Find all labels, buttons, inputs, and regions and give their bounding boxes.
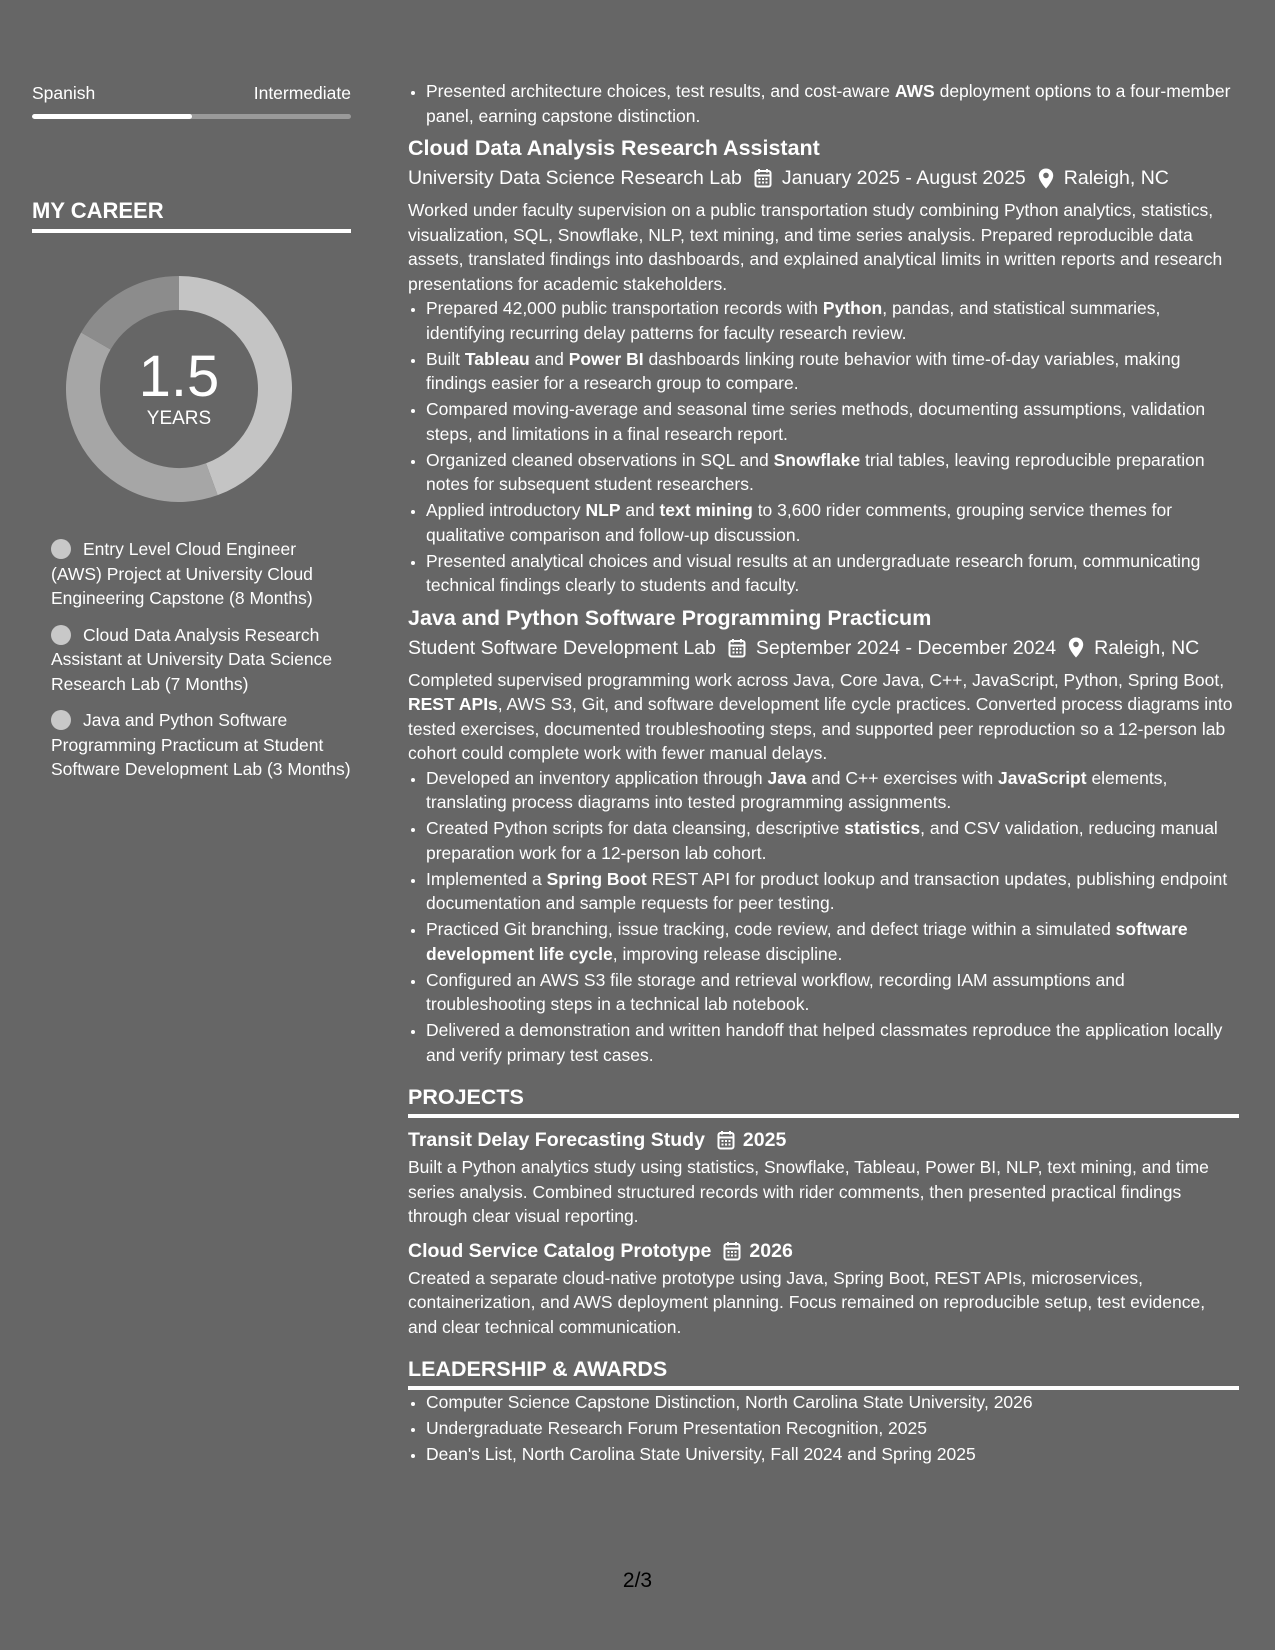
language-row bbox=[32, 80, 351, 106]
job-bullet: • Organized cleaned observations in SQL and Snowflake trial tables, leaving reproducible preparation notes for subsequent student researchers. bbox=[426, 448, 1239, 497]
bullet-text: Presented architecture choices, test results, and cost-aware bbox=[426, 81, 895, 101]
job-bullet: • Prepared 42,000 public transportation records with Python, pandas, and statistical summaries, identifying recurring delay patterns for faculty research review. bbox=[426, 296, 1239, 345]
job-bullet: • Presented analytical choices and visual results at an undergraduate research forum, communicating technical findings clearly to students and faculty. bbox=[426, 549, 1239, 598]
job-entry bbox=[408, 134, 1239, 598]
career-item-text: Java and Python Software Programming Practicum at Student Software Development Lab (3 Months) bbox=[51, 710, 351, 779]
job-meta bbox=[408, 164, 1239, 192]
job-bullet: • Built Tableau and Power BI dashboards linking route behavior with time-of-day variables, making findings easier for a research group to compare. bbox=[426, 347, 1239, 396]
job-bullet: • Practiced Git branching, issue tracking, code review, and defect triage within a simulated software development life cycle, improving release discipline. bbox=[426, 917, 1239, 966]
leadership-list bbox=[408, 1390, 1239, 1467]
career-list bbox=[32, 537, 351, 782]
bullet-text: deployment options to a four-member panel, earning capstone distinction. bbox=[426, 81, 1231, 126]
project-title-row bbox=[408, 1126, 1239, 1154]
bullet-keyword: AWS bbox=[894, 81, 935, 101]
career-item-text: Entry Level Cloud Engineer (AWS) Project at University Cloud Engineering Capstone (8 Months) bbox=[51, 539, 313, 608]
page-number: 2/3 bbox=[622, 1569, 653, 1592]
job-bullet: • Created Python scripts for data cleansing, descriptive statistics, and CSV validation, reducing manual preparation work for a 12-person lab cohort. bbox=[426, 816, 1239, 865]
project-description: Created a separate cloud-native prototype using Java, Spring Boot, REST APIs, microservices, containerization, and AWS deployment planning. Focus remained on reproducible setup, test evidence, and clear technical communication. bbox=[408, 1267, 1206, 1337]
job-bullet: • Configured an AWS S3 file storage and retrieval workflow, recording IAM assumptions and troubleshooting steps in a technical lab notebook. bbox=[426, 968, 1239, 1017]
project-year: 2026 bbox=[749, 1239, 793, 1262]
career-item bbox=[51, 537, 351, 611]
job-location: Raleigh, NC bbox=[1094, 636, 1200, 659]
job-organization: Student Software Development Lab bbox=[408, 636, 716, 659]
calendar-icon bbox=[723, 1241, 741, 1261]
job-title: Cloud Data Analysis Research Assistant bbox=[408, 136, 820, 160]
project-description: Built a Python analytics study using statistics, Snowflake, Tableau, Power BI, NLP, text mining, and time series analysis. Combined structured records with rider comments, then presented practical findings through clear visual reporting. bbox=[408, 1157, 1209, 1226]
map-pin-icon bbox=[1038, 168, 1054, 189]
leadership-heading: LEADERSHIP & AWARDS bbox=[408, 1355, 1239, 1390]
projects-heading: PROJECTS bbox=[408, 1083, 1239, 1118]
project-entry bbox=[408, 1237, 1239, 1340]
language-proficiency-fill bbox=[32, 114, 192, 119]
sidebar bbox=[32, 80, 351, 794]
project-title: Cloud Service Catalog Prototype bbox=[408, 1239, 712, 1262]
career-donut-chart bbox=[66, 276, 292, 502]
job-bullets bbox=[408, 766, 1239, 1068]
job-bullets bbox=[408, 296, 1239, 598]
job-description: Completed supervised programming work across Java, Core Java, C++, JavaScript, Python, Spring Boot, REST APIs, AWS S3, Git, and software development life cycle practices. Converted process diagrams into tested exercises, documented troubleshooting steps, and supported peer reproduction so a 12-person lab cohort could complete work with fewer manual delays. bbox=[408, 669, 1233, 763]
job-bullet: • Delivered a demonstration and written handoff that helped classmates reproduce the application locally and verify primary test cases. bbox=[426, 1018, 1239, 1067]
career-item bbox=[51, 623, 351, 697]
project-title: Transit Delay Forecasting Study bbox=[408, 1129, 705, 1151]
job-bullet bbox=[426, 79, 1239, 128]
job-entry bbox=[408, 604, 1239, 1068]
job-meta bbox=[408, 634, 1239, 662]
job-dates: September 2024 - December 2024 bbox=[755, 636, 1057, 659]
job-title: Java and Python Software Programming Practicum bbox=[408, 605, 932, 630]
leadership-item: • Dean's List, North Carolina State University, Fall 2024 and Spring 2025 bbox=[426, 1442, 1239, 1467]
project-year: 2025 bbox=[742, 1129, 787, 1151]
job-bullet: • Implemented a Spring Boot REST API for product lookup and transaction updates, publishing endpoint documentation and sample requests for peer testing. bbox=[426, 867, 1239, 916]
language-level: Intermediate bbox=[253, 83, 351, 103]
leadership-item: • Computer Science Capstone Distinction, North Carolina State University, 2026 bbox=[426, 1390, 1239, 1415]
leadership-item: • Undergraduate Research Forum Presentation Recognition, 2025 bbox=[426, 1416, 1239, 1441]
project-entry bbox=[408, 1126, 1239, 1229]
career-item-text: Cloud Data Analysis Research Assistant at University Data Science Research Lab (7 Months) bbox=[51, 624, 333, 694]
job-bullet: • Applied introductory NLP and text mining to 3,600 rider comments, grouping service themes for qualitative comparison and follow-up discussion. bbox=[426, 498, 1239, 547]
previous-job-bullets bbox=[408, 79, 1239, 128]
calendar-icon bbox=[717, 1130, 735, 1150]
career-years-unit: YEARS bbox=[146, 408, 212, 429]
job-bullet: • Developed an inventory application through Java and C++ exercises with JavaScript elements, translating process diagrams into tested programming assignments. bbox=[426, 766, 1239, 815]
career-item bbox=[51, 708, 351, 782]
main-content bbox=[408, 79, 1239, 1468]
calendar-icon bbox=[754, 168, 772, 188]
project-title-row bbox=[408, 1237, 1239, 1265]
career-heading: MY CAREER bbox=[32, 197, 351, 233]
job-bullet: • Compared moving-average and seasonal time series methods, documenting assumptions, validation steps, and limitations in a final research report. bbox=[426, 397, 1239, 446]
donut-center bbox=[66, 276, 292, 502]
career-years-value: 1.5 bbox=[138, 344, 220, 409]
bullet-dot-icon bbox=[51, 539, 71, 559]
calendar-icon bbox=[728, 638, 746, 658]
language-proficiency-bar bbox=[32, 114, 351, 119]
job-dates: January 2025 - August 2025 bbox=[781, 167, 1026, 189]
bullet-dot-icon bbox=[51, 710, 71, 730]
bullet-dot-icon bbox=[51, 625, 71, 645]
language-name: Spanish bbox=[32, 83, 96, 103]
job-organization: University Data Science Research Lab bbox=[408, 167, 742, 189]
job-location: Raleigh, NC bbox=[1063, 167, 1169, 189]
job-description: Worked under faculty supervision on a public transportation study combining Python analytics, statistics, visualization, SQL, Snowflake, NLP, text mining, and time series analysis. Prepared reproducible data assets, translated findings into dashboards, and explained analytical limits in written reports and research presentations for academic stakeholders. bbox=[408, 200, 1223, 294]
map-pin-icon bbox=[1068, 637, 1084, 658]
